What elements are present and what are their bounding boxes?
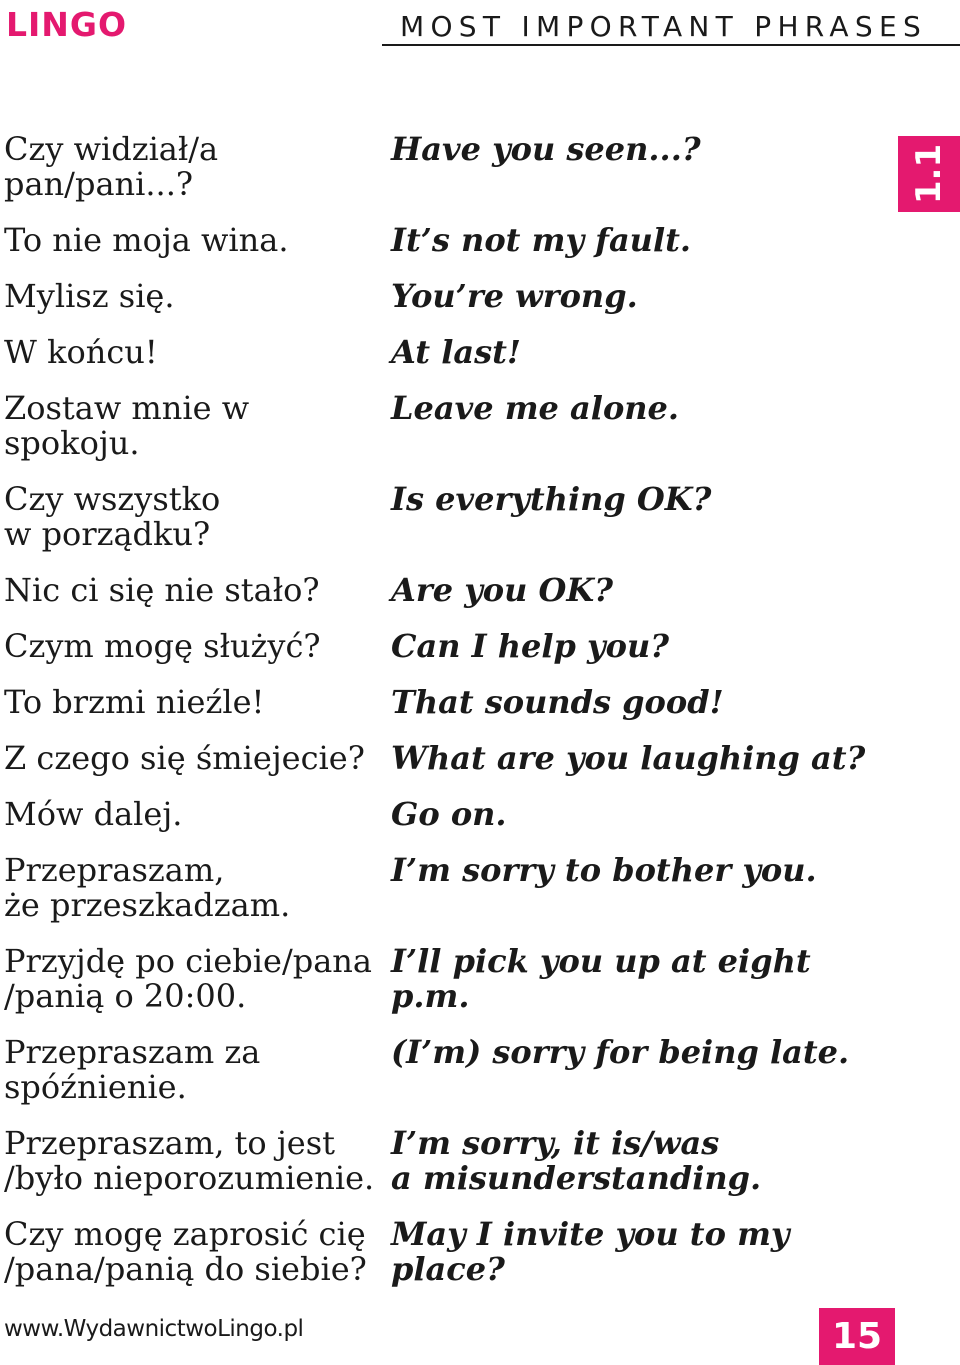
polish-phrase: Nic ci się nie stało?	[4, 571, 320, 609]
phrase-row	[4, 482, 894, 552]
phrase-row	[4, 1217, 894, 1287]
polish-phrase: Czy wszystko w porządku?	[4, 480, 221, 553]
english-phrase: I’ll pick you up at eight p.m.	[391, 942, 811, 1015]
english-phrase: It’s not my fault.	[391, 221, 692, 259]
phrase-row	[4, 391, 894, 461]
phrase-row	[4, 335, 894, 370]
polish-phrase: Mów dalej.	[4, 795, 183, 833]
polish-phrase: Przepraszam, że przeszkadzam.	[4, 851, 291, 924]
polish-phrase: Przepraszam za spóźnienie.	[4, 1033, 261, 1106]
phrase-list	[4, 132, 894, 1308]
english-phrase: Are you OK?	[391, 571, 613, 609]
english-phrase: Can I help you?	[391, 627, 669, 665]
english-phrase: Leave me alone.	[391, 389, 680, 427]
polish-phrase: Przyjdę po ciebie/pana /panią o 20:00.	[4, 942, 372, 1015]
english-phrase: At last!	[391, 333, 521, 371]
page-number: 15	[819, 1308, 895, 1365]
english-phrase: (I’m) sorry for being late.	[391, 1033, 850, 1071]
publisher-url: www.WydawnictwoLingo.pl	[4, 1316, 304, 1342]
english-phrase: You’re wrong.	[391, 277, 638, 315]
phrase-row	[4, 685, 894, 720]
phrase-row	[4, 132, 894, 202]
english-phrase: Is everything OK?	[391, 480, 712, 518]
phrase-row	[4, 1126, 894, 1196]
phrase-row	[4, 223, 894, 258]
polish-phrase: To nie moja wina.	[4, 221, 289, 259]
polish-phrase: W końcu!	[4, 333, 158, 371]
lingo-logo: LINGO	[6, 5, 128, 44]
phrase-row	[4, 741, 894, 776]
polish-phrase: Czy widział/a pan/pani...?	[4, 130, 219, 203]
polish-phrase: To brzmi nieźle!	[4, 683, 265, 721]
polish-phrase: Z czego się śmiejecie?	[4, 739, 365, 777]
english-phrase: What are you laughing at?	[391, 739, 866, 777]
page-title: MOST IMPORTANT PHRASES	[400, 10, 928, 43]
english-phrase: I’m sorry, it is/was a misunderstanding.	[391, 1124, 762, 1197]
english-phrase: I’m sorry to bother you.	[391, 851, 817, 889]
polish-phrase: Czy mogę zaprosić cię /pana/panią do siebie?	[4, 1215, 367, 1288]
english-phrase: Go on.	[391, 795, 507, 833]
section-tab	[898, 136, 960, 212]
phrase-row	[4, 797, 894, 832]
english-phrase: That sounds good!	[391, 683, 724, 721]
phrase-row	[4, 629, 894, 664]
phrase-row	[4, 944, 894, 1014]
phrase-row	[4, 279, 894, 314]
phrase-row	[4, 853, 894, 923]
polish-phrase: Czym mogę służyć?	[4, 627, 321, 665]
phrase-row	[4, 1035, 894, 1105]
section-number: 1.1	[908, 143, 949, 205]
header-divider	[382, 44, 960, 46]
phrase-row	[4, 573, 894, 608]
polish-phrase: Przepraszam, to jest /było nieporozumienie.	[4, 1124, 375, 1197]
english-phrase: May I invite you to my place?	[391, 1215, 790, 1288]
english-phrase: Have you seen...?	[391, 130, 701, 168]
polish-phrase: Zostaw mnie w spokoju.	[4, 389, 250, 462]
polish-phrase: Mylisz się.	[4, 277, 175, 315]
